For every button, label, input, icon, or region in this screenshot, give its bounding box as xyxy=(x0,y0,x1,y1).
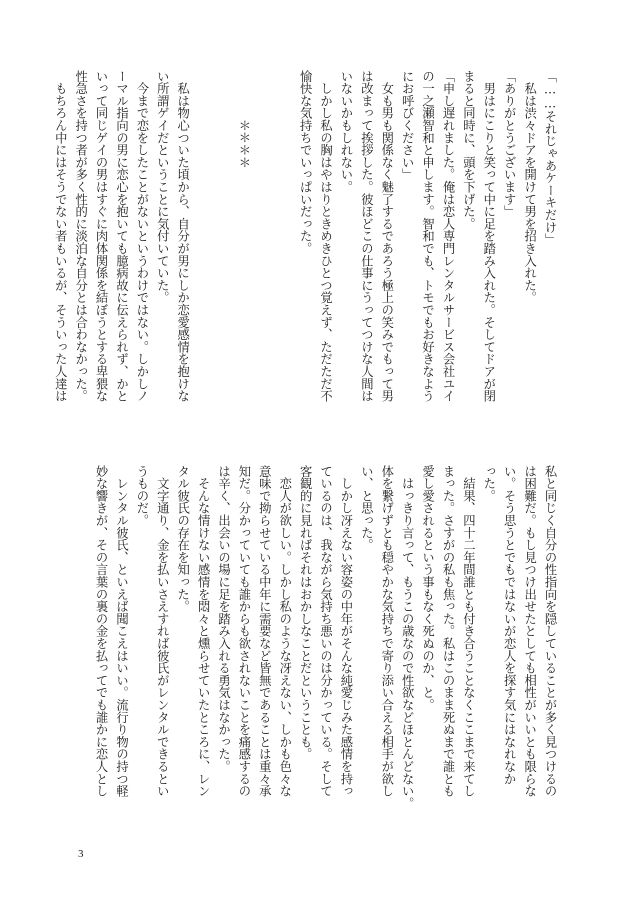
text-column: い、と思った。 xyxy=(359,465,374,552)
text-column: は改まって挨拶した。彼ほどこの仕事にうってつけな人間は xyxy=(359,70,374,403)
text-column: ているのは、我ながら気持ち悪いのは分かっている。そして xyxy=(318,465,333,798)
text-column: は辛く、出会いの場に足を踏み入れる勇気はなかった。 xyxy=(216,465,231,773)
text-column: 男はにこりと笑って中に足を踏み入れた。そしてドアが閉 xyxy=(481,70,496,403)
text-column: 私と同じく自分の性指向を隠していることが多く見つけるの xyxy=(543,465,557,798)
text-column: まると同時に、頭を下げた。 xyxy=(461,70,476,230)
text-column: いって同じゲイの男はすぐに肉体関係を結ぼうとする卑猥な xyxy=(94,70,109,403)
text-column: い所謂ゲイだということに気付いていた。 xyxy=(155,70,170,304)
text-column: 「申し遅れました。俺は恋人専門レンタルサービス会社ユイ xyxy=(440,70,455,403)
text-column: 客観的に見ればそれはおかしなことだということも。 xyxy=(298,465,313,761)
text-column xyxy=(274,70,294,470)
page-number: 3 xyxy=(78,848,84,860)
text-column: うものだ。 xyxy=(134,465,149,527)
text-column: 体を繋げずとも穏やかな気持ちで寄り添い合える相手が欲し xyxy=(379,465,394,798)
text-column: 意味で拗らせている中年に需要など皆無であることは重々承 xyxy=(257,465,272,798)
text-column: まった。さすがの私も焦った。私はこのまま死ぬまで誰とも xyxy=(440,465,455,798)
text-column: しかし冴えない容姿の中年がそんな純愛じみた感情を持っ xyxy=(338,465,353,798)
text-column xyxy=(193,70,213,470)
text-column: い。そう思うとでもではないが恋人を探す気にはなれなか xyxy=(502,465,517,785)
bottom-text-block xyxy=(80,465,560,835)
text-column: 「……それじゃあケーキだけ」 xyxy=(543,70,557,246)
text-column: しかし私の胸はやはりときめきひとつ覚えず、ただただ不 xyxy=(318,70,333,403)
text-column xyxy=(254,70,274,470)
text-column: は困難だ。もし見つけ出せたとしても相性がいいとも限らな xyxy=(522,465,537,798)
text-column: もちろん中にはそうでない者もいるが、そういった人達は xyxy=(53,70,68,403)
text-column: 私は物心ついた頃から、自分が男にしか恋愛感情を抱けな xyxy=(175,70,190,403)
text-column: 恋人が欲しい。しかし私のような冴えない、しかも色々な xyxy=(277,465,292,798)
text-column: 愛し愛されるという事もなく死ぬのか、と。 xyxy=(420,465,435,711)
text-column: 今まで恋をしたことがないというわけではない。しかしノ xyxy=(134,70,149,403)
text-column: 女も男も関係なく魅了するであろう極上の笑みでもって男 xyxy=(379,70,394,403)
text-column: 結果、四十二年間誰とも付き合うことなくここまで来てし xyxy=(461,465,476,798)
text-column: ーマル指向の男に恋心を抱いても臆病故に伝えられず、かと xyxy=(114,70,129,403)
text-column: ＊＊＊＊ xyxy=(236,70,251,169)
text-column: った。 xyxy=(481,465,496,502)
text-column: にお呼びください」 xyxy=(400,70,415,181)
text-column: 知だ。分かっていても誰からも欲されないことを痛感するの xyxy=(236,465,251,798)
top-text-block xyxy=(53,70,560,470)
text-column: そんな情けない感情を悶々と燻らせていたところに、レン xyxy=(196,465,211,798)
text-column: 「ありがとうございます」 xyxy=(502,70,517,218)
text-column: 性急さを持つ者が多く性的に淡泊な自分とは合わなかった。 xyxy=(73,70,88,403)
text-column: の一之瀬智和と申します。智和でも、トモでもお好きなよう xyxy=(420,70,435,403)
text-column: はっきり言って、もうこの歳なので性欲などほとんどない。 xyxy=(400,465,415,810)
text-column: タル彼氏の存在を知った。 xyxy=(175,465,190,613)
text-column: 妙な響きが、その言葉の裏の金を払ってでも誰かに恋人とし xyxy=(94,465,109,798)
text-column: 私は渋々ドアを開けて男を招き入れた。 xyxy=(522,70,537,304)
text-column: 文字通り、金を払いさえすれば彼氏がレンタルできるとい xyxy=(155,465,170,798)
text-column: レンタル彼氏、といえば聞こえはいい。流行り物の持つ軽 xyxy=(114,465,129,798)
text-column: いないかもしれない。 xyxy=(338,70,353,193)
text-column xyxy=(213,70,233,470)
text-column: 愉快な気持ちでいっぱいだった。 xyxy=(298,70,313,255)
